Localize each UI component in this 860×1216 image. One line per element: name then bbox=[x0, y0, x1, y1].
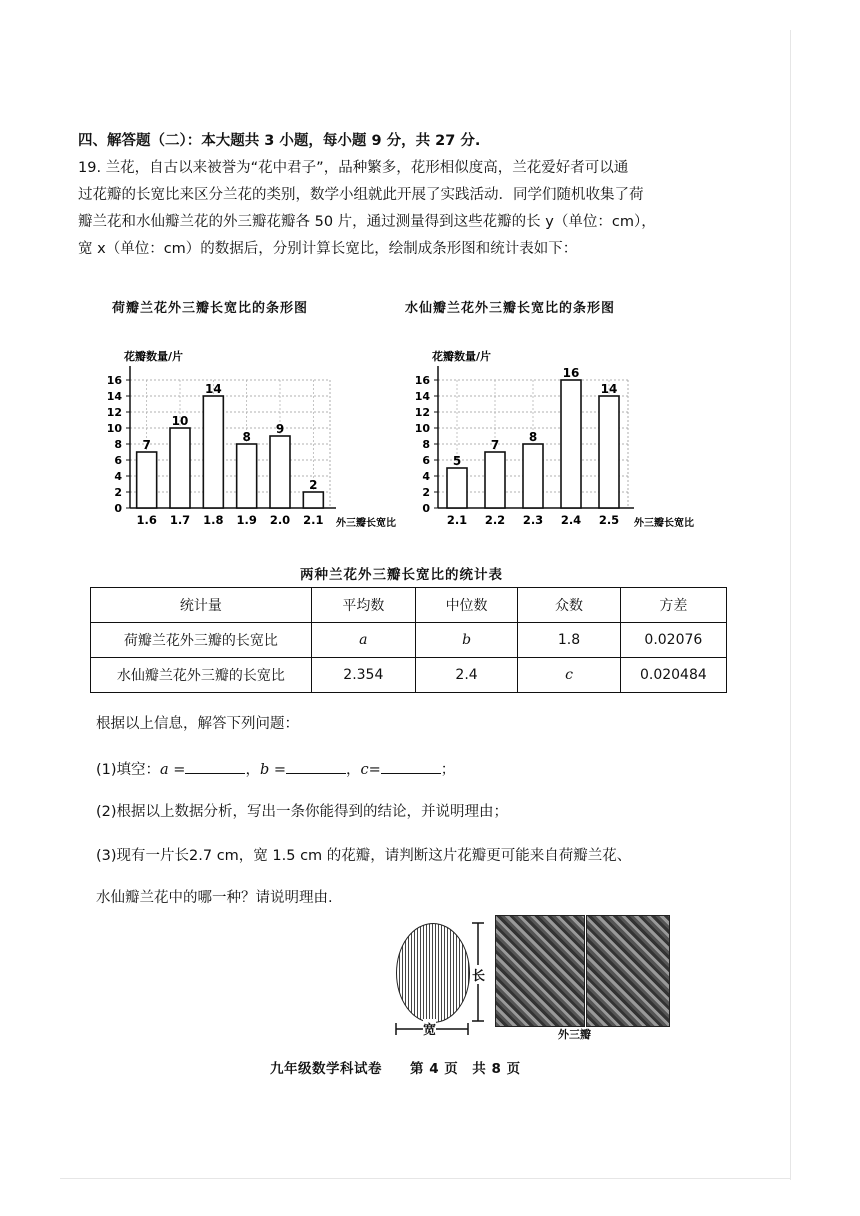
bar bbox=[561, 380, 581, 508]
table-row bbox=[91, 623, 727, 658]
y-tick-label: 10 bbox=[414, 422, 430, 435]
y-tick-label: 14 bbox=[106, 390, 122, 403]
question-line-1 bbox=[78, 155, 718, 182]
flower-photo-2 bbox=[586, 915, 670, 1027]
q1-prefix: (1)填空： bbox=[96, 762, 161, 778]
data-label: 14 bbox=[600, 382, 618, 396]
x-axis-label: 外三瓣长宽比 bbox=[336, 518, 396, 529]
y-tick-label: 8 bbox=[422, 438, 430, 451]
table-cell: b bbox=[415, 623, 517, 658]
c-label: c= bbox=[360, 762, 381, 778]
sub-question-1: (1)填空：a = ，b = ，c= ； bbox=[96, 758, 455, 779]
outer-petal-label: 外三瓣 bbox=[558, 1028, 591, 1041]
y-axis-label: 花瓣数量/片 bbox=[124, 350, 184, 363]
c-blank[interactable] bbox=[381, 759, 441, 774]
petal-figure bbox=[390, 915, 680, 1045]
question-number: 19. bbox=[78, 160, 102, 176]
b-blank[interactable] bbox=[286, 759, 346, 774]
table-cell: 2.354 bbox=[311, 658, 415, 693]
sub-question-2: (2)根据以上数据分析，写出一条你能得到的结论，并说明理由； bbox=[96, 804, 509, 820]
y-tick-label: 10 bbox=[106, 422, 122, 435]
y-tick-label: 0 bbox=[114, 502, 122, 515]
table-cell: 0.020484 bbox=[620, 658, 726, 693]
bar bbox=[599, 396, 619, 508]
y-tick-label: 12 bbox=[414, 406, 430, 419]
x-tick-label: 2.0 bbox=[269, 513, 291, 527]
table-caption: 两种兰花外三瓣长宽比的统计表 bbox=[300, 567, 503, 583]
bar bbox=[137, 452, 157, 508]
a-label: a = bbox=[160, 762, 186, 778]
a-blank[interactable] bbox=[185, 759, 245, 774]
data-label: 7 bbox=[490, 438, 500, 452]
bar bbox=[447, 468, 467, 508]
page-edge-right bbox=[790, 30, 791, 1180]
table-cell: 2.4 bbox=[415, 658, 517, 693]
q1-end: ； bbox=[440, 762, 456, 778]
x-tick-label: 1.6 bbox=[136, 513, 157, 527]
chart-2-title: 水仙瓣兰花外三瓣长宽比的条形图 bbox=[405, 301, 616, 316]
header-cell: 方差 bbox=[620, 588, 726, 623]
y-tick-label: 16 bbox=[414, 374, 430, 387]
data-label: 7 bbox=[142, 438, 151, 452]
page-edge-bottom bbox=[60, 1178, 790, 1179]
bar bbox=[485, 452, 505, 508]
x-tick-label: 1.8 bbox=[203, 513, 224, 527]
x-tick-label: 2.1 bbox=[303, 513, 324, 527]
chart-1-title: 荷瓣兰花外三瓣长宽比的条形图 bbox=[112, 301, 309, 316]
y-tick-label: 4 bbox=[422, 470, 430, 483]
table-cell: a bbox=[311, 623, 415, 658]
x-tick-label: 2.1 bbox=[446, 513, 468, 527]
table-cell: 1.8 bbox=[518, 623, 620, 658]
bar bbox=[303, 492, 323, 508]
data-label: 5 bbox=[452, 454, 462, 468]
header-cell: 平均数 bbox=[311, 588, 415, 623]
y-tick-label: 14 bbox=[414, 390, 430, 403]
y-tick-label: 2 bbox=[114, 486, 122, 499]
x-tick-label: 2.5 bbox=[598, 513, 620, 527]
table-cell: 荷瓣兰花外三瓣的长宽比 bbox=[91, 623, 312, 658]
question-line-4: 宽 x（单位：cm）的数据后，分别计算长宽比，绘制成条形图和统计表如下： bbox=[78, 241, 578, 257]
bar bbox=[170, 428, 190, 508]
y-tick-label: 0 bbox=[422, 502, 430, 515]
page-footer: 九年级数学科试卷 第 4 页 共 8 页 bbox=[270, 1061, 521, 1077]
x-tick-label: 1.7 bbox=[169, 513, 191, 527]
bar bbox=[203, 396, 223, 508]
bar bbox=[270, 436, 290, 508]
sub-question-3-line-1: (3)现有一片长2.7 cm，宽 1.5 cm 的花瓣，请判断这片花瓣更可能来自荷瓣兰花、 bbox=[96, 848, 632, 864]
x-tick-label: 2.2 bbox=[484, 513, 506, 527]
data-label: 2 bbox=[309, 478, 318, 492]
question-line-text: 兰花，自古以来被誉为“花中君子”，品种繁多，花形相似度高，兰花爱好者可以通 bbox=[105, 160, 629, 176]
chart-1 bbox=[92, 345, 412, 540]
table-header-row bbox=[91, 588, 727, 623]
header-cell: 中位数 bbox=[415, 588, 517, 623]
y-tick-label: 6 bbox=[114, 454, 122, 467]
table-cell: 水仙瓣兰花外三瓣的长宽比 bbox=[91, 658, 312, 693]
table-cell: 0.02076 bbox=[620, 623, 726, 658]
y-tick-label: 6 bbox=[422, 454, 430, 467]
x-tick-label: 1.9 bbox=[236, 513, 257, 527]
x-tick-label: 2.4 bbox=[560, 513, 582, 527]
y-tick-label: 16 bbox=[106, 374, 122, 387]
data-label: 8 bbox=[528, 430, 538, 444]
bar bbox=[237, 444, 257, 508]
question-line-3: 瓣兰花和水仙瓣兰花的外三瓣花瓣各 50 片，通过测量得到这些花瓣的长 y（单位：cm）， bbox=[78, 214, 656, 230]
table-cell: c bbox=[518, 658, 620, 693]
chart-2 bbox=[400, 345, 720, 540]
y-tick-label: 12 bbox=[106, 406, 122, 419]
y-tick-label: 8 bbox=[114, 438, 122, 451]
y-axis-label: 花瓣数量/片 bbox=[432, 350, 492, 363]
question-text-block bbox=[78, 128, 718, 263]
width-label: 宽 bbox=[423, 1019, 436, 1038]
header-cell: 统计量 bbox=[91, 588, 312, 623]
b-label: b = bbox=[259, 762, 286, 778]
data-label: 14 bbox=[204, 382, 222, 396]
x-axis-label: 外三瓣长宽比 bbox=[634, 518, 694, 529]
question-line-2: 过花瓣的长宽比来区分兰花的类别，数学小组就此开展了实践活动．同学们随机收集了荷 bbox=[78, 187, 644, 203]
flower-photo-1 bbox=[495, 915, 585, 1027]
table-row bbox=[91, 658, 727, 693]
prompt-text: 根据以上信息，解答下列问题： bbox=[96, 716, 299, 732]
x-tick-label: 2.3 bbox=[522, 513, 544, 527]
data-label: 8 bbox=[242, 430, 251, 444]
data-label: 10 bbox=[171, 414, 189, 428]
y-tick-label: 2 bbox=[422, 486, 430, 499]
length-label: 长 bbox=[472, 965, 485, 984]
data-label: 16 bbox=[562, 366, 580, 380]
y-tick-label: 4 bbox=[114, 470, 122, 483]
header-cell: 众数 bbox=[518, 588, 620, 623]
stats-table bbox=[90, 587, 727, 693]
sub-question-3-line-2: 水仙瓣兰花中的哪一种？请说明理由. bbox=[96, 890, 333, 906]
data-label: 9 bbox=[275, 422, 285, 436]
section-title: 四、解答题（二）：本大题共 3 小题，每小题 9 分，共 27 分. bbox=[78, 133, 481, 149]
bar bbox=[523, 444, 543, 508]
